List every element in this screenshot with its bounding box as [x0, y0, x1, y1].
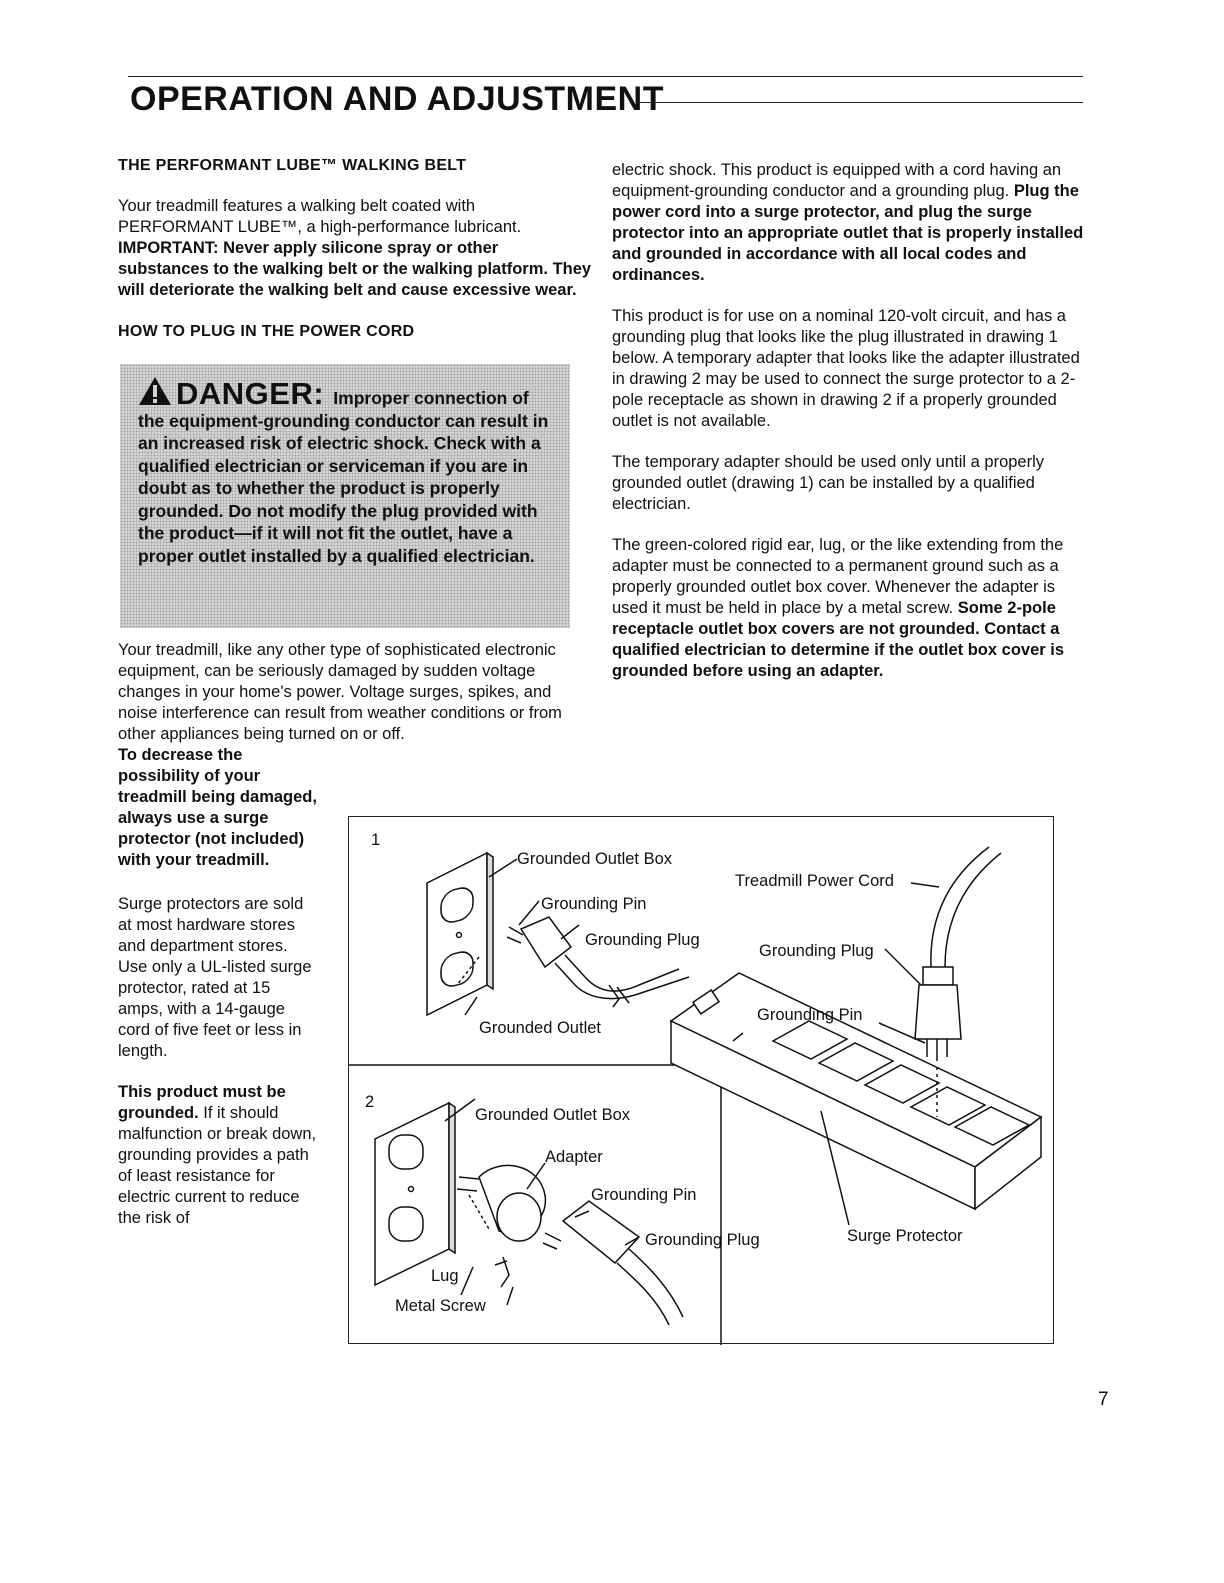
circuit-paragraph: This product is for use on a nominal 120-volt circuit, and has a grounding plug that looks like the plug illustrated in drawing 1 below. A temporary adapter that looks like the adapter illustrated in drawing 2 may be used to connect the surge protector to a 2-pole receptacle as shown in drawing 2 if a properly grounded outlet is not available. — [612, 307, 1080, 430]
danger-text: Improper connection of the equipment-grounding conductor can result in an increased risk of electric shock. Check with a qualified electrician or serviceman if you are in doubt as to whether the product is properly grounded. Do not modify the plug provided with the product—if it will not fit the outlet, have a proper outlet installed by a qualified electrician. — [138, 388, 549, 566]
label-d1-grounded-outlet: Grounded Outlet — [479, 1019, 601, 1037]
ear-paragraph — [612, 535, 1086, 682]
surge-paragraph: Your treadmill, like any other type of sophisticated electronic equipment, can be seriously damaged by sudden voltage changes in your home's power. Voltage surges, spikes, and noise interference can result from weather conditions or from other appliances being turned on or off. — [118, 641, 562, 743]
ear-bold: Some 2-pole receptacle outlet box covers are not grounded. Contact a qualified electrician to determine if the outlet box cover is grounded before using an adapter. — [612, 599, 1065, 680]
shock-text: electric shock. This product is equipped with a cord having an equipment-grounding conductor and a grounding plug. — [612, 161, 1062, 200]
top-rule — [128, 76, 1083, 77]
label-d1-outlet-box: Grounded Outlet Box — [517, 850, 673, 868]
danger-word: DANGER: — [176, 376, 325, 411]
label-metal-screw: Metal Screw — [395, 1297, 486, 1315]
grounded-bold: This product must be grounded. — [118, 1083, 286, 1122]
page-title: OPERATION AND ADJUSTMENT — [130, 80, 664, 118]
label-cord-grounding-pin: Grounding Pin — [757, 1006, 863, 1024]
warning-triangle-icon — [138, 376, 172, 406]
plug-illustration — [349, 817, 1055, 1345]
right-column — [612, 160, 1086, 682]
label-d1-grounding-plug: Grounding Plug — [585, 931, 700, 949]
narrow-column — [118, 745, 318, 1229]
plug-figure — [348, 816, 1054, 1344]
ear-text: The green-colored rigid ear, lug, or the like extending from the adapter must be connected to a permanent ground such as a properly grounded outlet box cover. Whenever the adapter is used it must be held in place by a metal screw. — [612, 536, 1064, 617]
label-d2-grounding-plug: Grounding Plug — [645, 1231, 760, 1249]
adapter-paragraph: The temporary adapter should be used only until a properly grounded outlet (drawing 1) can be installed by a qualified electrician. — [612, 453, 1045, 513]
drawing-2-number: 2 — [365, 1093, 375, 1111]
danger-box — [120, 364, 570, 628]
adapter-drawing — [375, 1099, 683, 1325]
label-adapter: Adapter — [545, 1148, 603, 1166]
danger-header — [138, 376, 333, 411]
grounded-text: If it should malfunction or break down, grounding provides a path of least resistance for electric current to reduce the risk of — [118, 1104, 317, 1227]
belt-important: IMPORTANT: Never apply silicone spray or other substances to the walking belt or the walking platform. They will deteriorate the walking belt and cause excessive wear. — [118, 239, 592, 299]
belt-heading: THE PERFORMANT LUBE™ WALKING BELT — [118, 157, 467, 174]
title-rule — [640, 102, 1083, 103]
label-d2-grounding-pin: Grounding Pin — [591, 1186, 697, 1204]
belt-text: Your treadmill features a walking belt coated with PERFORMANT LUBE™, a high-performance lubricant. — [118, 197, 522, 236]
belt-paragraph — [118, 196, 592, 301]
label-d2-outlet-box: Grounded Outlet Box — [475, 1106, 631, 1124]
label-cord-grounding-plug: Grounding Plug — [759, 942, 874, 960]
label-lug: Lug — [431, 1267, 459, 1285]
page-number: 7 — [1098, 1389, 1109, 1410]
label-surge-protector: Surge Protector — [847, 1227, 963, 1245]
plug-heading: HOW TO PLUG IN THE POWER CORD — [118, 323, 415, 340]
grounding-paragraph — [118, 1082, 318, 1229]
shock-paragraph — [612, 160, 1086, 286]
surge-warning: To decrease the possibility of your treadmill being damaged, always use a surge protector (not included) with your treadmill. — [118, 746, 317, 869]
shock-bold: Plug the power cord into a surge protector, and plug the surge protector into an appropriate outlet that is properly installed and grounded in accordance with all local codes and ordinances. — [612, 182, 1084, 284]
label-d1-grounding-pin: Grounding Pin — [541, 895, 647, 913]
label-power-cord: Treadmill Power Cord — [735, 872, 894, 890]
drawing-1-number: 1 — [371, 831, 381, 849]
surge-protector-paragraph: Surge protectors are sold at most hardware stores and department stores. Use only a UL-listed surge protector, rated at 15 amps, with a 14-gauge cord of five feet or less in length. — [118, 895, 312, 1060]
